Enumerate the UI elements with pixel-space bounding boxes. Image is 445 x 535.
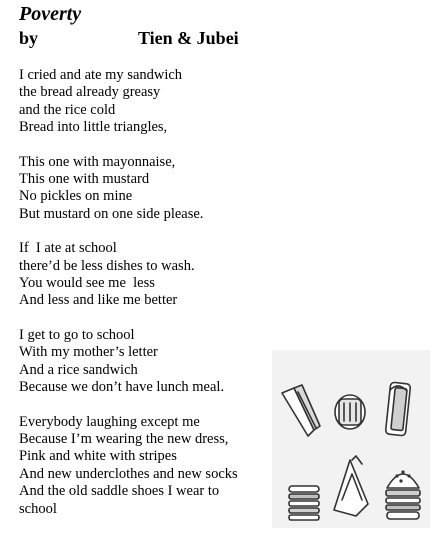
toast-sandwich-icon [385,382,410,436]
poem-line: And less and like me better [19,292,178,309]
poem-line: Pink and white with stripes [19,448,177,465]
poem-line: If I ate at school [19,240,117,257]
poem-line: I cried and ate my sandwich [19,67,183,83]
poem-line: This one with mustard [19,171,150,188]
sub-sandwich-icon [335,395,365,429]
byline-prefix: by [19,28,39,48]
stanza [19,154,319,224]
poem-line: And new underclothes and new socks [19,465,238,482]
stanza [19,240,319,310]
poem-line: Everybody laughing except me [19,413,200,430]
sandwich-triangle-icon [282,385,320,436]
poem-line: and the rice cold [19,101,116,118]
stanza [19,67,319,137]
poem-title: Poverty [19,3,82,25]
poem-line: Bread into little triangles, [19,119,168,136]
burger-icon [289,486,319,520]
poem-authors: Tien & Jubei [138,28,239,48]
poem-line: But mustard on one side please. [19,205,204,222]
poem-line: This one with mayonnaise, [19,153,176,170]
poem-line: there’d be less dishes to wash. [19,257,195,274]
poem-line: school [19,500,57,517]
sandwich-half-icon [334,456,368,516]
poem-line: Because we don’t have lunch meal. [19,379,225,396]
poem-line: With my mother’s letter [19,344,158,361]
poem-line: No pickles on mine [19,188,133,205]
poem-line: You would see me less [19,275,155,292]
poem-line: the bread already greasy [19,84,161,101]
poem-line: And a rice sandwich [19,361,138,378]
sandwich-illustration [272,350,430,528]
poem-line: Because I’m wearing the new dress, [19,430,229,447]
poem-line: And the old saddle shoes I wear to [19,483,220,500]
poem-line: I get to go to school [19,326,135,343]
sesame-burger-icon [386,471,420,519]
